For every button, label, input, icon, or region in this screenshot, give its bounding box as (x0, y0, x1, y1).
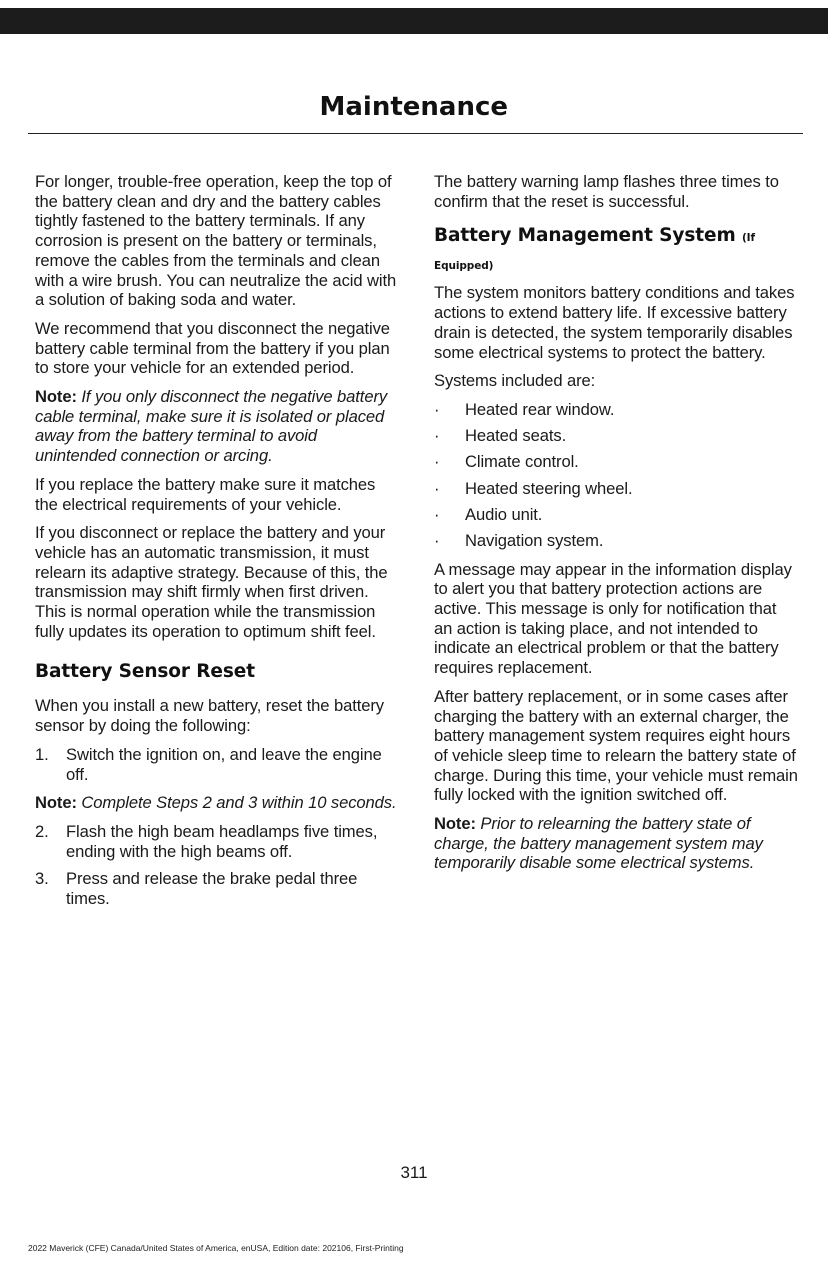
paragraph-reset-confirm: The battery warning lamp flashes three times to confirm that the reset is successful. (434, 172, 779, 211)
list-item-text: Navigation system. (465, 530, 604, 550)
list-item (434, 452, 798, 472)
note-steps (35, 793, 399, 813)
list-item (434, 400, 798, 420)
note-label: Note: (35, 793, 77, 813)
step-number: 1. (35, 744, 49, 764)
bms-heading-text: Battery Management System (434, 225, 736, 247)
note-label: Note: (434, 814, 476, 834)
page-title: Maintenance (319, 92, 508, 122)
top-bar (0, 8, 828, 34)
paragraph-message: A message may appear in the information display to alert you that battery protection actions are active. This message is only for notification that an action is taking place, and not intended to indicate an electrical problem or that the battery requires replacement. (434, 559, 792, 678)
paragraph-systems-intro: Systems included are: (434, 371, 596, 391)
paragraph-storage: We recommend that you disconnect the negative battery cable terminal from the battery if you plan to store your vehicle for an extended period. (35, 318, 390, 378)
bms-heading-qualifier: (If Equipped) (434, 232, 755, 273)
bullet-icon: · (434, 504, 440, 524)
right-column (434, 172, 798, 882)
list-item-text: Heated seats. (465, 426, 567, 446)
paragraph-relearn: After battery replacement, or in some cases after charging the battery with an external charger, the battery management system requires eight hours of vehicle sleep time to relearn the battery state of charge. During this time, your vehicle must remain fully locked with the ignition switched off. (434, 686, 798, 805)
paragraph-replace: If you replace the battery make sure it matches the electrical requirements of your vehicle. (35, 474, 376, 514)
list-item (35, 745, 399, 784)
step-text: Press and release the brake pedal three times. (66, 869, 358, 909)
list-item-text: Heated steering wheel. (465, 478, 633, 498)
steps-list-first (35, 745, 399, 784)
note-disconnect (35, 387, 399, 466)
list-item (434, 505, 798, 525)
list-item-text: Heated rear window. (465, 399, 615, 419)
section-heading-bms (434, 223, 798, 279)
bullet-icon: · (434, 452, 440, 472)
page-number: 311 (400, 1163, 428, 1182)
title-divider (28, 133, 803, 134)
step-number: 2. (35, 821, 49, 841)
paragraph-sensor-intro: When you install a new battery, reset the battery sensor by doing the following: (35, 696, 384, 736)
note-label: Note: (35, 387, 77, 407)
note-text: If you only disconnect the negative battery cable terminal, make sure it is isolated or placed away from the battery terminal to avoid unintended connection or arcing. (35, 387, 388, 466)
bullet-icon: · (434, 530, 440, 550)
list-item (35, 869, 399, 908)
footer-edition-info: 2022 Maverick (CFE) Canada/United States of America, enUSA, Edition date: 202106, First-Printing (28, 1243, 404, 1253)
note-relearn (434, 814, 798, 873)
bullet-icon: · (434, 426, 440, 446)
step-number: 3. (35, 869, 49, 889)
note-text: Complete Steps 2 and 3 within 10 seconds. (81, 793, 397, 813)
steps-list-second (35, 822, 399, 909)
list-item (434, 531, 798, 551)
list-item-text: Audio unit. (465, 504, 543, 524)
list-item (434, 479, 798, 499)
paragraph-transmission: If you disconnect or replace the battery and your vehicle has an automatic transmission, it must relearn its adaptive strategy. Because of this, the transmission may shift firmly when first driven. This is normal operation while the transmission fully updates its operation to optimum shift feel. (35, 523, 388, 641)
step-text: Flash the high beam headlamps five times, ending with the high beams off. (66, 821, 378, 861)
paragraph-battery-care: For longer, trouble-free operation, keep the top of the battery clean and dry and the battery cables tightly fastened to the battery terminals. If any corrosion is present on the battery or terminals, remove the cables from the terminals and clean with a wire brush. You can neutralize the acid with a solution of baking soda and water. (35, 172, 397, 310)
step-text: Switch the ignition on, and leave the engine off. (66, 744, 382, 784)
bullet-icon: · (434, 478, 440, 498)
note-text: Prior to relearning the battery state of charge, the battery management system may temporarily disable some electrical systems. (434, 814, 763, 873)
bullet-icon: · (434, 399, 440, 419)
list-item-text: Climate control. (465, 452, 579, 472)
paragraph-bms-overview: The system monitors battery conditions and takes actions to extend battery life. If excessive battery drain is detected, the system temporarily disables some electrical systems to protect the battery. (434, 283, 795, 362)
systems-list (434, 400, 798, 551)
left-column (35, 172, 399, 918)
list-item (434, 426, 798, 446)
list-item (35, 822, 399, 861)
section-heading-sensor-reset: Battery Sensor Reset (35, 661, 255, 683)
